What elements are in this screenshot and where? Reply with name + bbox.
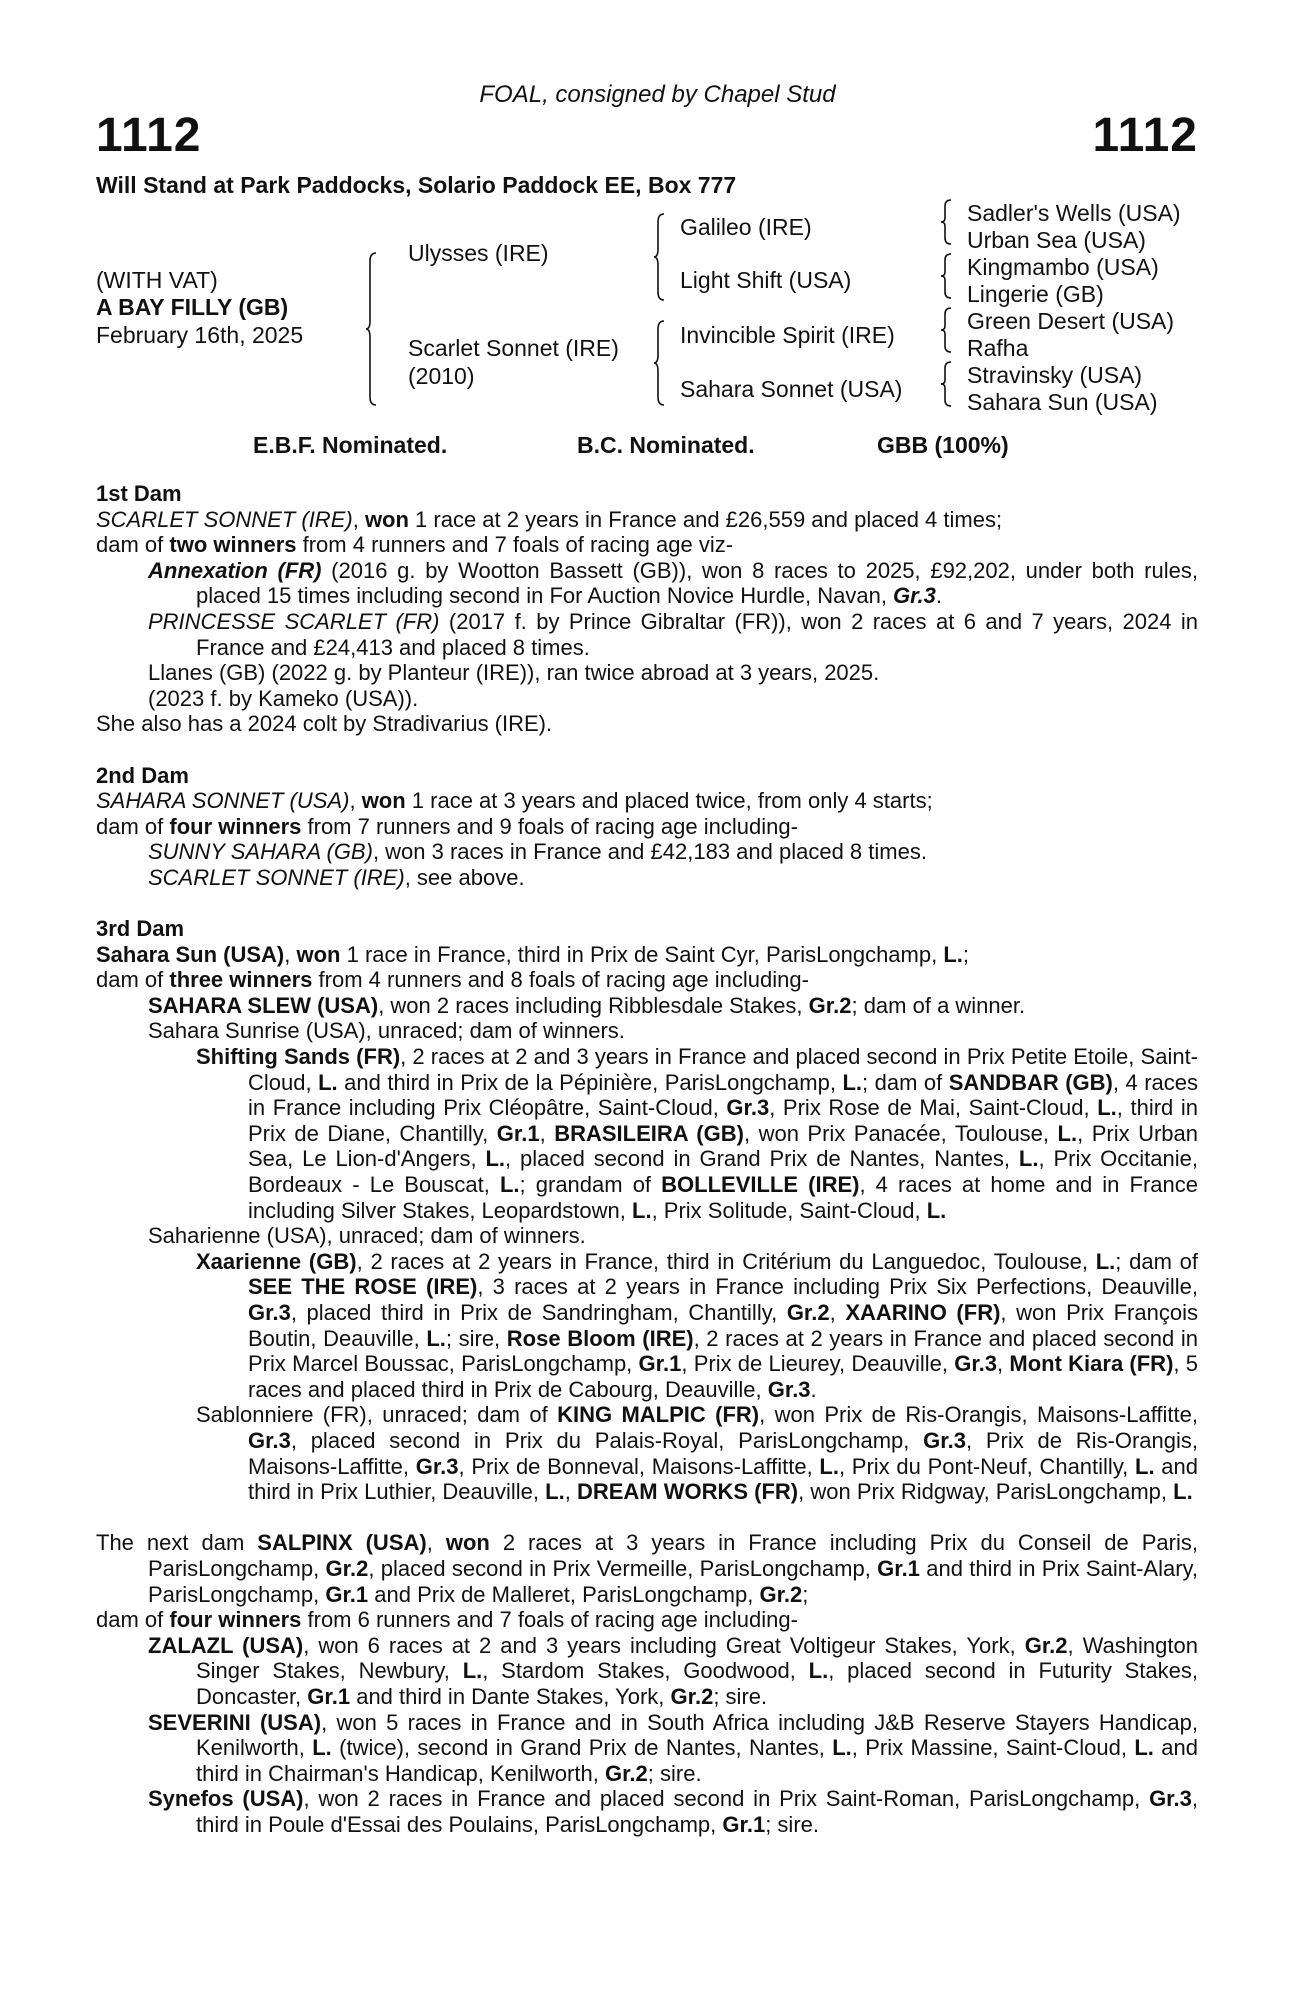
record-paragraph	[96, 609, 1198, 660]
record-text: ,	[426, 1530, 446, 1556]
emphasis-text: three winners	[169, 967, 313, 993]
emphasis-text: Gr.3	[767, 1376, 811, 1402]
record-text: , Stardom Stakes, Goodwood,	[482, 1658, 809, 1684]
emphasis-text: Synefos (USA)	[148, 1786, 304, 1812]
emphasis-text: won	[296, 941, 341, 967]
emphasis-text: L.	[318, 1069, 338, 1095]
emphasis-text: Gr.3	[415, 1453, 459, 1479]
emphasis-text: L.	[819, 1453, 839, 1479]
emphasis-text: L.	[1135, 1453, 1155, 1479]
record-paragraph	[96, 1223, 1198, 1249]
record-text: , placed second in Prix du Palais-Royal, ParisLongchamp,	[290, 1427, 924, 1453]
emphasis-text: L.	[1097, 1095, 1117, 1121]
lot-subject: A BAY FILLY (GB)	[96, 294, 289, 320]
emphasis-text: SAHARA SONNET (USA)	[96, 788, 350, 814]
record-text: ,	[997, 1351, 1010, 1377]
record-text: , Prix Solitude, Saint-Cloud,	[651, 1197, 927, 1223]
emphasis-text: SCARLET SONNET (IRE)	[96, 506, 353, 532]
record-text: , won 5 races in France and in South Africa including J&B Reserve Stayers Handicap, Kenilworth,	[196, 1709, 1198, 1761]
record-text: , Washington Singer Stakes, Newbury,	[196, 1632, 1198, 1684]
record-text: (2016 g. by Wootton Bassett (GB)), won 8 races to 2025, £92,202, under both rules, placed 15 times including second in For Auction Novice Hurdle, Navan,	[196, 557, 1198, 609]
record-paragraph	[96, 1018, 1198, 1044]
emphasis-text: L.	[1173, 1479, 1193, 1505]
emphasis-text: Gr.1	[307, 1683, 351, 1709]
consignor-line: FOAL, consigned by Chapel Stud	[479, 81, 836, 108]
record-text: dam of	[96, 532, 170, 558]
record-text: The next dam	[96, 1530, 258, 1556]
record-text: ,	[284, 941, 297, 967]
record-paragraph	[96, 558, 1198, 609]
record-text: , placed third in Prix de Sandringham, Chantilly,	[290, 1300, 787, 1325]
record-text: ,	[539, 1120, 555, 1146]
record-text: from 6 runners and 7 foals of racing age including-	[301, 1607, 798, 1633]
record-text: , Prix Urban Sea, Le Lion-d'Angers,	[248, 1120, 1198, 1172]
emphasis-text: won	[445, 1530, 490, 1556]
emphasis-text: BOLLEVILLE (IRE)	[661, 1172, 860, 1198]
record-text: , won 2 races including Ribblesdale Stakes,	[378, 992, 809, 1018]
record-paragraph	[96, 839, 1198, 865]
record-text: Sahara Sunrise (USA), unraced; dam of winners.	[148, 1018, 625, 1044]
emphasis-text: L.	[808, 1658, 829, 1684]
record-paragraph	[96, 1530, 1198, 1607]
emphasis-text: SUNNY SAHARA (GB)	[148, 839, 373, 865]
ebf-nomination: E.B.F. Nominated.	[253, 432, 448, 458]
gen3-ancestor: Lingerie (GB)	[967, 281, 1104, 307]
record-text: , 2 races at 2 years in France, third in Critérium du Languedoc, Toulouse,	[356, 1248, 1096, 1274]
emphasis-text: Rose Bloom (IRE)	[506, 1325, 694, 1351]
record-text: ; dam of	[1115, 1248, 1199, 1274]
vat-note: (WITH VAT)	[96, 267, 218, 293]
section-heading: 1st Dam	[96, 481, 182, 506]
emphasis-text: DREAM WORKS (FR)	[576, 1479, 799, 1505]
record-text: ; dam of	[862, 1069, 949, 1095]
record-text: , 2 races at 2 years in France and placed second in Prix Marcel Boussac, ParisLongchamp,	[248, 1325, 1199, 1377]
emphasis-text: Gr.2	[604, 1760, 648, 1786]
emphasis-text: L.	[832, 1735, 852, 1761]
record-text: (2023 f. by Kameko (USA)).	[148, 685, 419, 711]
emphasis-text: L.	[485, 1146, 506, 1172]
record-text: , 4 races at home and in France including Silver Stakes, Leopardstown,	[248, 1172, 1198, 1223]
record-paragraph	[96, 660, 1198, 686]
record-text: 1 race at 3 years and placed twice, from only 4 starts;	[405, 788, 933, 814]
record-paragraph	[96, 865, 1198, 891]
record-text: and third in Prix Luthier, Deauville,	[248, 1453, 1198, 1505]
lot-number-right: 1112	[1092, 109, 1198, 162]
record-text: , placed second in Prix Vermeille, ParisLongchamp,	[368, 1555, 878, 1581]
emphasis-text: two winners	[169, 532, 297, 558]
emphasis-text: won	[364, 506, 409, 532]
record-text: , won Prix Panacée, Toulouse,	[743, 1120, 1058, 1146]
emphasis-text: XAARINO (FR)	[845, 1300, 1001, 1325]
emphasis-text: SAHARA SLEW (USA)	[148, 992, 379, 1018]
emphasis-text: L.	[312, 1735, 332, 1761]
pedigree-brace	[941, 200, 953, 244]
record-text: , won Prix François Boutin, Deauville,	[248, 1300, 1198, 1351]
emphasis-text: Gr.1	[638, 1351, 682, 1377]
emphasis-text: SEVERINI (USA)	[148, 1709, 322, 1735]
emphasis-text: Gr.3	[248, 1427, 291, 1453]
emphasis-text: SALPINX (USA)	[257, 1530, 427, 1556]
record-paragraph	[96, 507, 1198, 533]
record-text: , won Prix Ridgway, ParisLongchamp,	[798, 1479, 1174, 1505]
record-text: , Prix de Lieurey, Deauville,	[681, 1351, 955, 1377]
emphasis-text: L.	[1018, 1146, 1039, 1172]
emphasis-text: Xaarienne (GB)	[196, 1248, 357, 1274]
record-paragraph	[96, 814, 1198, 840]
produce-record	[96, 481, 1198, 1837]
sire: Ulysses (IRE)	[408, 240, 549, 266]
record-paragraph	[96, 532, 1198, 558]
record-text: and third in Prix Saint-Alary, ParisLongchamp,	[148, 1555, 1198, 1607]
record-text: , won Prix de Ris-Orangis, Maisons-Laffitte,	[759, 1402, 1199, 1428]
emphasis-text: Gr.2	[670, 1683, 714, 1709]
record-text: from 4 runners and 8 foals of racing age including-	[312, 967, 809, 993]
record-text: , Prix de Ris-Orangis, Maisons-Laffitte,	[248, 1427, 1198, 1479]
emphasis-text: Gr.3	[923, 1427, 966, 1453]
emphasis-text: L.	[545, 1479, 565, 1505]
gen3-ancestor: Green Desert (USA)	[967, 308, 1175, 334]
emphasis-text: Gr.2	[759, 1581, 803, 1607]
emphasis-text: L.	[499, 1172, 520, 1198]
emphasis-text: L.	[632, 1197, 652, 1223]
record-text: She also has a 2024 colt by Stradivarius (IRE).	[96, 711, 553, 737]
gen3-ancestor: Sahara Sun (USA)	[967, 389, 1158, 415]
section-gap	[96, 891, 1198, 917]
section-heading: 3rd Dam	[96, 916, 185, 942]
record-text: , third in Poule d'Essai des Poulains, ParisLongchamp,	[196, 1786, 1198, 1837]
foaling-date: February 16th, 2025	[96, 322, 304, 348]
record-text: 1 race at 2 years in France and £26,559 and placed 4 times;	[408, 506, 1003, 532]
emphasis-text: won	[361, 788, 406, 814]
record-paragraph	[96, 1249, 1198, 1403]
record-text: , 4 races in France including Prix Cléopâtre, Saint-Cloud,	[248, 1069, 1198, 1121]
record-paragraph	[96, 686, 1198, 712]
emphasis-text: PRINCESSE SCARLET (FR)	[148, 608, 440, 634]
record-text: ; sire.	[647, 1760, 702, 1786]
record-text: .	[810, 1376, 817, 1402]
record-text: , Prix Rose de Mai, Saint-Cloud,	[769, 1095, 1098, 1121]
record-text: ; sire,	[445, 1325, 507, 1351]
emphasis-text: L.	[1095, 1248, 1116, 1274]
emphasis-text: Gr.1	[496, 1120, 540, 1146]
pedigree-brace	[941, 254, 953, 298]
emphasis-text: L.	[842, 1069, 862, 1095]
pedigree-brace	[654, 214, 666, 300]
dam-sire: Invincible Spirit (IRE)	[680, 322, 895, 348]
dam-year: (2010)	[408, 363, 475, 389]
gen3-ancestor: Rafha	[967, 335, 1029, 361]
pedigree-brace	[654, 321, 666, 405]
emphasis-text: L.	[1134, 1735, 1154, 1761]
record-text: , Prix Massine, Saint-Cloud,	[851, 1735, 1135, 1761]
lot-number-left: 1112	[96, 109, 202, 162]
record-text: Llanes (GB) (2022 g. by Planteur (IRE)), ran twice abroad at 3 years, 2025.	[148, 660, 880, 686]
emphasis-text: L.	[462, 1658, 483, 1684]
record-text: , Prix de Bonneval, Maisons-Laffitte,	[458, 1453, 820, 1479]
record-text: , 5 races and placed third in Prix de Cabourg, Deauville,	[248, 1351, 1198, 1402]
emphasis-text: SEE THE ROSE (IRE)	[248, 1274, 478, 1300]
emphasis-text: Annexation (FR)	[148, 557, 322, 583]
emphasis-text: ZALAZL (USA)	[148, 1632, 304, 1658]
gbb-rating: GBB (100%)	[877, 432, 1009, 458]
record-paragraph	[96, 967, 1198, 993]
record-text: and third in Prix de la Pépinière, ParisLongchamp,	[337, 1069, 843, 1095]
emphasis-text: Sahara Sun (USA)	[96, 941, 285, 967]
emphasis-text: Gr.2	[808, 992, 852, 1018]
pedigree-brace	[941, 362, 953, 406]
record-text: 1 race in France, third in Prix de Saint Cyr, ParisLongchamp,	[340, 941, 944, 967]
emphasis-text: four winners	[169, 1607, 302, 1633]
gen3-ancestor: Sadler's Wells (USA)	[967, 200, 1181, 226]
gen3-ancestor: Urban Sea (USA)	[967, 227, 1146, 253]
record-text: ,	[564, 1479, 577, 1505]
record-text: ; grandam of	[519, 1172, 662, 1198]
record-text: , third in Prix de Diane, Chantilly,	[248, 1095, 1198, 1146]
record-text: , won 2 races in France and placed second in Prix Saint-Roman, ParisLongchamp,	[303, 1786, 1150, 1812]
bc-nomination: B.C. Nominated.	[577, 432, 755, 458]
record-text: .	[935, 583, 942, 609]
emphasis-text: Gr.3	[248, 1300, 291, 1325]
emphasis-text: Gr.2	[325, 1555, 369, 1581]
emphasis-text: BRASILEIRA (GB)	[554, 1120, 744, 1146]
record-text: ;	[802, 1581, 809, 1607]
record-text: , Prix du Pont-Neuf, Chantilly,	[838, 1453, 1136, 1479]
emphasis-text: Shifting Sands (FR)	[196, 1044, 401, 1070]
record-text: , placed second in Grand Prix de Nantes, Nantes,	[505, 1146, 1019, 1172]
emphasis-text: L.	[926, 1197, 947, 1223]
emphasis-text: Gr.2	[786, 1300, 830, 1325]
record-text: and third in Dante Stakes, York,	[350, 1683, 671, 1709]
record-text: , Prix Occitanie, Bordeaux - Le Bouscat,	[248, 1146, 1199, 1198]
sire-dam: Light Shift (USA)	[680, 267, 852, 293]
record-text: , won 6 races at 2 and 3 years including Great Voltigeur Stakes, York,	[303, 1632, 1025, 1658]
record-text: Sablonniere (FR), unraced; dam of	[196, 1402, 558, 1428]
record-text: and third in Chairman's Handicap, Kenilworth,	[196, 1735, 1198, 1786]
record-paragraph	[96, 1044, 1198, 1223]
emphasis-text: L.	[943, 941, 963, 967]
emphasis-text: Gr.3	[1149, 1786, 1192, 1812]
record-text: ; dam of a winner.	[851, 992, 1026, 1018]
gen3-ancestor: Kingmambo (USA)	[967, 254, 1159, 280]
emphasis-text: Gr.3	[726, 1095, 770, 1121]
emphasis-text: Mont Kiara (FR)	[1009, 1351, 1174, 1377]
section-heading: 2nd Dam	[96, 762, 189, 788]
record-text: from 4 runners and 7 foals of racing age viz-	[296, 532, 734, 558]
record-text: , see above.	[404, 864, 525, 890]
record-text: dam of	[96, 1607, 170, 1633]
emphasis-text: Gr.1	[325, 1581, 369, 1607]
record-text: ; sire.	[765, 1811, 819, 1837]
record-paragraph	[96, 1633, 1198, 1710]
record-text: ,	[349, 788, 362, 814]
pedigree-brace	[366, 253, 378, 405]
section-gap	[96, 737, 1198, 763]
emphasis-text: Gr.1	[722, 1811, 766, 1837]
record-paragraph	[96, 1786, 1198, 1837]
emphasis-text: Gr.3	[893, 583, 936, 609]
dam-dam: Sahara Sonnet (USA)	[680, 376, 903, 402]
emphasis-text: KING MALPIC (FR)	[557, 1402, 760, 1428]
record-text: from 7 runners and 9 foals of racing age including-	[301, 813, 798, 839]
emphasis-text: L.	[426, 1325, 446, 1351]
record-text: and Prix de Malleret, ParisLongchamp,	[368, 1581, 760, 1607]
record-paragraph	[96, 1607, 1198, 1633]
record-paragraph	[96, 1402, 1198, 1504]
section-gap	[96, 1505, 1198, 1531]
stabling-location: Will Stand at Park Paddocks, Solario Paddock EE, Box 777	[96, 172, 737, 198]
emphasis-text: four winners	[169, 813, 302, 839]
record-text: , won 3 races in France and £42,183 and placed 8 times.	[372, 839, 927, 865]
record-text: ,	[352, 506, 365, 532]
pedigree-brace	[941, 308, 953, 352]
dam: Scarlet Sonnet (IRE)	[408, 335, 619, 361]
record-text: , 2 races at 2 and 3 years in France and placed second in Prix Petite Etoile, Saint-Cloud,	[248, 1044, 1199, 1095]
gen3-ancestor: Stravinsky (USA)	[967, 362, 1143, 388]
record-paragraph	[96, 711, 1198, 737]
record-text: ;	[962, 941, 970, 967]
record-paragraph	[96, 942, 1198, 968]
record-text: , placed second in Futurity Stakes, Doncaster,	[196, 1658, 1198, 1709]
record-text: , 3 races at 2 years in France including Prix Six Perfections, Deauville,	[477, 1274, 1198, 1300]
record-text: dam of	[96, 813, 170, 839]
sire-sire: Galileo (IRE)	[680, 214, 812, 240]
emphasis-text: Gr.2	[1024, 1632, 1068, 1658]
record-text: ; sire.	[713, 1683, 768, 1709]
emphasis-text: Gr.1	[877, 1555, 920, 1581]
record-text: ,	[829, 1300, 846, 1325]
record-paragraph	[96, 788, 1198, 814]
record-text: (twice), second in Grand Prix de Nantes, Nantes,	[331, 1735, 833, 1761]
emphasis-text: SCARLET SONNET (IRE)	[148, 864, 405, 890]
record-text: (2017 f. by Prince Gibraltar (FR)), won 2 races at 6 and 7 years, 2024 in France and £24,413 and placed 8 times.	[196, 608, 1198, 660]
emphasis-text: SANDBAR (GB)	[948, 1069, 1113, 1095]
record-text: dam of	[96, 967, 170, 993]
record-paragraph	[96, 993, 1198, 1019]
emphasis-text: L.	[1057, 1120, 1078, 1146]
record-paragraph	[96, 1710, 1198, 1787]
emphasis-text: Gr.3	[954, 1351, 998, 1377]
record-text: 2 races at 3 years in France including Prix du Conseil de Paris, ParisLongchamp,	[148, 1530, 1198, 1581]
record-text: Saharienne (USA), unraced; dam of winners.	[148, 1223, 586, 1249]
